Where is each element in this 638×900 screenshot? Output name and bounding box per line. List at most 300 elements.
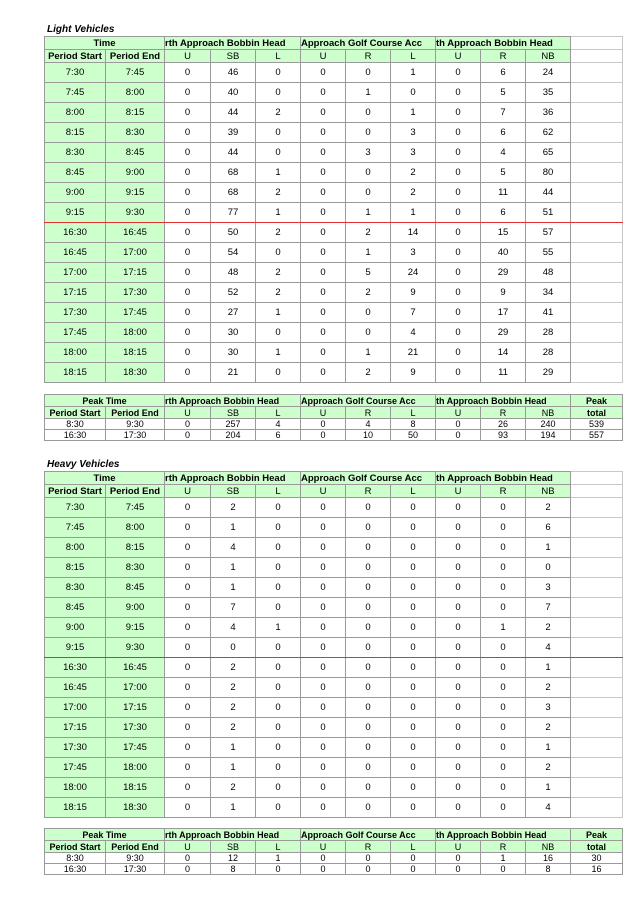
count-cell: 0	[165, 718, 211, 738]
count-cell: 1	[211, 798, 256, 818]
count-cell: 0	[481, 498, 526, 518]
count-cell: 7	[526, 598, 571, 618]
count-cell: 2	[526, 498, 571, 518]
period-start-cell: 8:00	[45, 538, 106, 558]
count-cell: 2	[211, 778, 256, 798]
count-cell: 0	[301, 203, 346, 223]
total-header: total	[571, 841, 623, 853]
count-cell: 0	[165, 283, 211, 303]
count-cell: 4	[211, 538, 256, 558]
col-header: U	[436, 841, 481, 853]
count-cell: 0	[391, 738, 436, 758]
table-row	[45, 243, 623, 263]
count-cell: 2	[256, 263, 301, 283]
table-row	[45, 223, 623, 243]
period-start-cell: 18:15	[45, 798, 106, 818]
col-header: U	[301, 841, 346, 853]
col-header: SB	[211, 407, 256, 419]
count-cell: 44	[211, 143, 256, 163]
count-cell: 1	[211, 518, 256, 538]
count-cell: 0	[436, 718, 481, 738]
count-cell: 15	[481, 223, 526, 243]
count-cell: 5	[481, 163, 526, 183]
col-header: L	[391, 407, 436, 419]
count-cell: 0	[301, 678, 346, 698]
count-cell: 0	[436, 83, 481, 103]
count-cell: 0	[165, 578, 211, 598]
count-cell: 1	[346, 343, 391, 363]
count-cell: 0	[256, 518, 301, 538]
light-vehicles-title: Light Vehicles	[47, 24, 115, 35]
period-start-cell: 16:30	[45, 658, 106, 678]
count-cell: 0	[436, 738, 481, 758]
col-header: SB	[211, 50, 256, 63]
count-cell: 8	[391, 419, 436, 430]
count-cell: 1	[526, 738, 571, 758]
count-cell: 240	[526, 419, 571, 430]
count-cell: 0	[165, 853, 211, 864]
count-cell: 0	[391, 658, 436, 678]
count-cell: 2	[526, 678, 571, 698]
count-cell: 1	[481, 618, 526, 638]
count-cell: 3	[391, 243, 436, 263]
count-cell: 1	[391, 103, 436, 123]
count-cell: 30	[211, 323, 256, 343]
count-cell: 0	[165, 183, 211, 203]
count-cell: 0	[211, 638, 256, 658]
period-end-cell: 7:45	[106, 63, 165, 83]
table-row	[45, 778, 623, 798]
period-end-cell: 17:00	[106, 243, 165, 263]
count-cell: 0	[346, 698, 391, 718]
group-header-south-approach: th Approach Bobbin Head	[436, 37, 571, 50]
count-cell: 2	[391, 183, 436, 203]
period-end-cell: 9:30	[106, 853, 165, 864]
count-cell: 0	[256, 758, 301, 778]
period-start-cell: 7:30	[45, 498, 106, 518]
count-cell: 194	[526, 430, 571, 441]
count-cell: 2	[346, 223, 391, 243]
count-cell: 7	[391, 303, 436, 323]
count-cell: 0	[165, 303, 211, 323]
count-cell: 0	[481, 698, 526, 718]
table-row	[45, 343, 623, 363]
peak-row	[45, 430, 623, 441]
count-cell: 0	[436, 853, 481, 864]
count-cell: 0	[346, 303, 391, 323]
count-cell: 0	[301, 638, 346, 658]
count-cell: 4	[256, 419, 301, 430]
count-cell: 7	[481, 103, 526, 123]
count-cell: 21	[391, 343, 436, 363]
count-cell: 36	[526, 103, 571, 123]
period-end-cell: 8:30	[106, 558, 165, 578]
count-cell: 0	[436, 203, 481, 223]
count-cell: 9	[481, 283, 526, 303]
period-start-cell: 9:00	[45, 183, 106, 203]
period-start-cell: 8:15	[45, 558, 106, 578]
heavy-vehicles-table	[44, 471, 623, 818]
count-cell: 0	[165, 864, 211, 875]
group-header-golf-course: Approach Golf Course Acc	[301, 472, 436, 485]
col-header: L	[391, 50, 436, 63]
period-end-header: Period End	[106, 485, 165, 498]
period-end-cell: 8:45	[106, 143, 165, 163]
count-cell: 0	[165, 698, 211, 718]
count-cell: 0	[391, 758, 436, 778]
count-cell: 0	[436, 658, 481, 678]
count-cell: 1	[256, 618, 301, 638]
count-cell: 1	[211, 578, 256, 598]
col-header: U	[436, 485, 481, 498]
period-end-cell: 17:45	[106, 738, 165, 758]
period-start-cell: 17:00	[45, 263, 106, 283]
col-header: L	[256, 485, 301, 498]
period-start-cell: 16:30	[45, 223, 106, 243]
peak-row	[45, 864, 623, 875]
col-header: U	[165, 841, 211, 853]
peak-total-cell: 30	[571, 853, 623, 864]
time-header: Time	[45, 37, 165, 50]
period-start-cell: 8:00	[45, 103, 106, 123]
group-header-south-approach: th Approach Bobbin Head	[436, 472, 571, 485]
count-cell: 0	[346, 103, 391, 123]
period-end-cell: 7:45	[106, 498, 165, 518]
count-cell: 80	[526, 163, 571, 183]
table-row	[45, 103, 623, 123]
count-cell: 0	[481, 658, 526, 678]
count-cell: 0	[436, 163, 481, 183]
count-cell: 0	[256, 143, 301, 163]
count-cell: 1	[391, 63, 436, 83]
table-row	[45, 63, 623, 83]
count-cell: 0	[391, 498, 436, 518]
count-cell: 0	[301, 303, 346, 323]
count-cell: 0	[301, 430, 346, 441]
table-row	[45, 363, 623, 383]
count-cell: 41	[526, 303, 571, 323]
count-cell: 0	[165, 103, 211, 123]
count-cell: 0	[165, 323, 211, 343]
count-cell: 48	[211, 263, 256, 283]
count-cell: 0	[391, 718, 436, 738]
count-cell: 0	[301, 323, 346, 343]
period-start-cell: 17:00	[45, 698, 106, 718]
count-cell: 2	[256, 103, 301, 123]
count-cell: 0	[165, 243, 211, 263]
count-cell: 0	[301, 518, 346, 538]
count-cell: 1	[256, 303, 301, 323]
count-cell: 44	[526, 183, 571, 203]
period-start-cell: 9:15	[45, 638, 106, 658]
count-cell: 0	[346, 778, 391, 798]
count-cell: 0	[436, 638, 481, 658]
period-end-cell: 9:15	[106, 183, 165, 203]
col-header: R	[481, 50, 526, 63]
time-header: Time	[45, 472, 165, 485]
count-cell: 0	[301, 63, 346, 83]
peak-total-cell: 16	[571, 864, 623, 875]
count-cell: 4	[526, 798, 571, 818]
period-end-cell: 18:00	[106, 323, 165, 343]
count-cell: 3	[346, 143, 391, 163]
count-cell: 0	[301, 738, 346, 758]
count-cell: 0	[301, 578, 346, 598]
count-cell: 0	[391, 864, 436, 875]
count-cell: 0	[165, 203, 211, 223]
count-cell: 2	[211, 658, 256, 678]
count-cell: 39	[211, 123, 256, 143]
count-cell: 68	[211, 183, 256, 203]
count-cell: 0	[436, 143, 481, 163]
count-cell: 0	[256, 578, 301, 598]
count-cell: 0	[436, 618, 481, 638]
heavy-peak-table	[44, 828, 623, 875]
period-end-cell: 17:30	[106, 283, 165, 303]
count-cell: 1	[526, 658, 571, 678]
count-cell: 0	[165, 63, 211, 83]
count-cell: 48	[526, 263, 571, 283]
count-cell: 0	[301, 778, 346, 798]
count-cell: 0	[256, 658, 301, 678]
count-cell: 0	[346, 538, 391, 558]
period-end-cell: 17:30	[106, 430, 165, 441]
count-cell: 28	[526, 343, 571, 363]
count-cell: 9	[391, 283, 436, 303]
group-header-south-approach: th Approach Bobbin Head	[436, 395, 571, 407]
count-cell: 29	[526, 363, 571, 383]
count-cell: 0	[165, 363, 211, 383]
count-cell: 0	[256, 123, 301, 143]
count-cell: 14	[391, 223, 436, 243]
count-cell: 0	[436, 698, 481, 718]
count-cell: 1	[211, 758, 256, 778]
count-cell: 51	[526, 203, 571, 223]
period-end-cell: 16:45	[106, 223, 165, 243]
count-cell: 0	[301, 163, 346, 183]
count-cell: 0	[165, 618, 211, 638]
count-cell: 2	[526, 758, 571, 778]
count-cell: 0	[346, 658, 391, 678]
table-row	[45, 303, 623, 323]
count-cell: 0	[346, 758, 391, 778]
count-cell: 0	[391, 798, 436, 818]
count-cell: 2	[211, 678, 256, 698]
count-cell: 0	[165, 343, 211, 363]
col-header: L	[391, 485, 436, 498]
group-header-north-approach: rth Approach Bobbin Head	[165, 829, 301, 841]
period-end-cell: 9:15	[106, 618, 165, 638]
count-cell: 0	[346, 598, 391, 618]
count-cell: 0	[301, 598, 346, 618]
period-end-cell: 16:45	[106, 658, 165, 678]
count-cell: 204	[211, 430, 256, 441]
table-row	[45, 183, 623, 203]
period-start-cell: 17:45	[45, 758, 106, 778]
peak-time-header: Peak Time	[45, 829, 165, 841]
period-start-cell: 17:15	[45, 283, 106, 303]
count-cell: 0	[301, 103, 346, 123]
count-cell: 0	[165, 430, 211, 441]
count-cell: 0	[436, 323, 481, 343]
count-cell: 0	[346, 853, 391, 864]
count-cell: 0	[481, 778, 526, 798]
count-cell: 34	[526, 283, 571, 303]
count-cell: 17	[481, 303, 526, 323]
count-cell: 8	[211, 864, 256, 875]
col-header: R	[346, 841, 391, 853]
count-cell: 0	[165, 518, 211, 538]
count-cell: 0	[165, 678, 211, 698]
count-cell: 29	[481, 323, 526, 343]
table-row	[45, 163, 623, 183]
count-cell: 30	[211, 343, 256, 363]
count-cell: 1	[481, 853, 526, 864]
count-cell: 68	[211, 163, 256, 183]
count-cell: 0	[165, 263, 211, 283]
heavy-vehicles-title: Heavy Vehicles	[47, 459, 120, 470]
count-cell: 0	[481, 738, 526, 758]
count-cell: 0	[436, 558, 481, 578]
col-header: SB	[211, 841, 256, 853]
period-start-cell: 8:45	[45, 598, 106, 618]
count-cell: 0	[481, 678, 526, 698]
count-cell: 0	[436, 518, 481, 538]
count-cell: 0	[256, 538, 301, 558]
count-cell: 0	[436, 103, 481, 123]
group-header-north-approach: rth Approach Bobbin Head	[165, 395, 301, 407]
count-cell: 0	[165, 798, 211, 818]
count-cell: 0	[391, 678, 436, 698]
table-row	[45, 283, 623, 303]
count-cell: 0	[346, 183, 391, 203]
count-cell: 77	[211, 203, 256, 223]
group-header-north-approach: rth Approach Bobbin Head	[165, 37, 301, 50]
count-cell: 0	[301, 363, 346, 383]
period-end-cell: 17:30	[106, 718, 165, 738]
count-cell: 0	[256, 678, 301, 698]
count-cell: 0	[481, 578, 526, 598]
group-header-north-approach: rth Approach Bobbin Head	[165, 472, 301, 485]
count-cell: 0	[301, 283, 346, 303]
count-cell: 0	[301, 618, 346, 638]
count-cell: 0	[256, 738, 301, 758]
period-end-header: Period End	[106, 50, 165, 63]
col-header: U	[301, 50, 346, 63]
count-cell: 0	[391, 618, 436, 638]
period-end-cell: 17:15	[106, 698, 165, 718]
count-cell: 8	[526, 864, 571, 875]
count-cell: 0	[436, 798, 481, 818]
count-cell: 0	[165, 598, 211, 618]
count-cell: 1	[346, 243, 391, 263]
col-header: U	[301, 407, 346, 419]
period-end-cell: 18:30	[106, 798, 165, 818]
count-cell: 0	[301, 864, 346, 875]
count-cell: 93	[481, 430, 526, 441]
period-start-header: Period Start	[45, 407, 106, 419]
count-cell: 27	[211, 303, 256, 323]
period-start-cell: 16:30	[45, 430, 106, 441]
count-cell: 2	[346, 283, 391, 303]
count-cell: 29	[481, 263, 526, 283]
count-cell: 3	[391, 123, 436, 143]
count-cell: 1	[211, 738, 256, 758]
count-cell: 0	[256, 598, 301, 618]
col-header: U	[165, 407, 211, 419]
count-cell: 0	[391, 853, 436, 864]
table-row	[45, 598, 623, 618]
count-cell: 12	[211, 853, 256, 864]
count-cell: 16	[526, 853, 571, 864]
period-start-cell: 9:15	[45, 203, 106, 223]
period-end-cell: 18:15	[106, 778, 165, 798]
count-cell: 6	[526, 518, 571, 538]
count-cell: 1	[346, 203, 391, 223]
count-cell: 5	[481, 83, 526, 103]
period-start-cell: 8:30	[45, 853, 106, 864]
col-header: R	[346, 407, 391, 419]
period-start-cell: 8:15	[45, 123, 106, 143]
col-header: NB	[526, 485, 571, 498]
period-end-cell: 8:15	[106, 538, 165, 558]
count-cell: 0	[346, 558, 391, 578]
table-row	[45, 83, 623, 103]
period-start-cell: 17:45	[45, 323, 106, 343]
count-cell: 0	[301, 853, 346, 864]
group-header-golf-course: Approach Golf Course Acc	[301, 395, 436, 407]
count-cell: 0	[391, 778, 436, 798]
count-cell: 0	[436, 419, 481, 430]
count-cell: 0	[526, 558, 571, 578]
period-start-cell: 7:45	[45, 518, 106, 538]
count-cell: 0	[481, 798, 526, 818]
col-header: L	[391, 841, 436, 853]
count-cell: 0	[346, 618, 391, 638]
count-cell: 0	[436, 778, 481, 798]
period-start-cell: 7:30	[45, 63, 106, 83]
group-header-south-approach: th Approach Bobbin Head	[436, 829, 571, 841]
period-end-cell: 8:15	[106, 103, 165, 123]
count-cell: 0	[391, 578, 436, 598]
col-header: L	[256, 407, 301, 419]
table-row	[45, 698, 623, 718]
table-row	[45, 678, 623, 698]
col-header: R	[481, 841, 526, 853]
count-cell: 0	[256, 83, 301, 103]
count-cell: 55	[526, 243, 571, 263]
period-end-cell: 18:30	[106, 363, 165, 383]
count-cell: 0	[436, 283, 481, 303]
count-cell: 11	[481, 183, 526, 203]
count-cell: 0	[346, 63, 391, 83]
table-row	[45, 758, 623, 778]
col-header: L	[256, 841, 301, 853]
count-cell: 0	[436, 223, 481, 243]
count-cell: 0	[436, 363, 481, 383]
count-cell: 50	[211, 223, 256, 243]
count-cell: 0	[165, 163, 211, 183]
count-cell: 1	[256, 343, 301, 363]
count-cell: 46	[211, 63, 256, 83]
count-cell: 1	[346, 83, 391, 103]
count-cell: 0	[301, 243, 346, 263]
table-row	[45, 618, 623, 638]
count-cell: 0	[346, 864, 391, 875]
count-cell: 0	[436, 303, 481, 323]
count-cell: 0	[391, 518, 436, 538]
period-end-header: Period End	[106, 841, 165, 853]
